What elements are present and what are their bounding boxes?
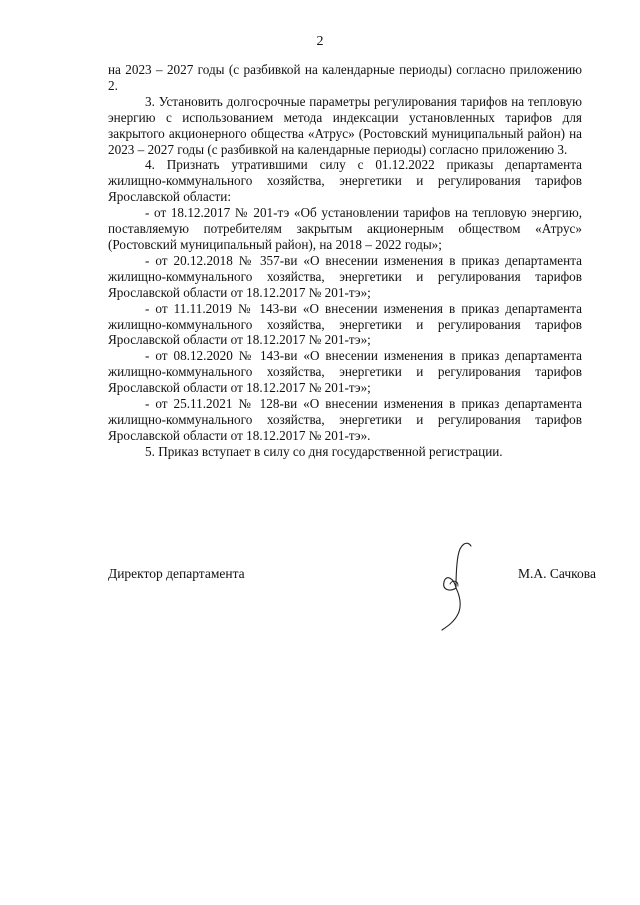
paragraph-continuation: на 2023 – 2027 годы (с разбивкой на календарные периоды) согласно приложению 2.: [108, 62, 582, 93]
paragraph-5: 5. Приказ вступает в силу со дня государственной регистрации.: [145, 443, 503, 459]
handwritten-signature: [436, 540, 476, 632]
list-item: - от 08.12.2020 № 143-ви «О внесении изменения в приказ департамента жилищно-коммунального хозяйства, энергетики и регулирования тарифов Ярославской области от 18.12.2017 № 201-тэ»;: [108, 348, 582, 396]
document-body: [108, 62, 582, 460]
paragraph-4: 4. Признать утратившими силу с 01.12.2022 приказы департамента жилищно-коммунального хозяйства, энергетики и регулирования тарифов Ярославской области:: [108, 157, 582, 205]
signer-position: Директор департамента: [108, 566, 245, 581]
paragraph-3: 3. Установить долгосрочные параметры регулирования тарифов на тепловую энергию с использованием метода индексации установленных тарифов для закрытого акционерного общества «Атрус» (Ростовский муниципальный район) на 2023 – 2027 годы (с разбивкой на календарные периоды) согласно приложению 3.: [108, 93, 582, 157]
list-item: - от 25.11.2021 № 128-ви «О внесении изменения в приказ департамента жилищно-коммунального хозяйства, энергетики и регулирования тарифов Ярославской области от 18.12.2017 № 201-тэ».: [108, 396, 582, 443]
signer-name: М.А. Сачкова: [518, 566, 596, 581]
list-item: - от 18.12.2017 № 201-тэ «Об установлении тарифов на тепловую энергию, поставляемую потребителям закрытым акционерным обществом «Атрус» (Ростовский муниципальный район), на 2018 – 2022 годы»;: [108, 205, 582, 252]
signature-block: [108, 566, 608, 586]
list-item: - от 20.12.2018 № 357-ви «О внесении изменения в приказ департамента жилищно-коммунального хозяйства, энергетики и регулирования тарифов Ярославской области от 18.12.2017 № 201-тэ»;: [108, 252, 582, 300]
page-number: 2: [316, 34, 324, 49]
list-item: - от 11.11.2019 № 143-ви «О внесении изменения в приказ департамента жилищно-коммунального хозяйства, энергетики и регулирования тарифов Ярославской области от 18.12.2017 № 201-тэ»;: [108, 300, 582, 348]
